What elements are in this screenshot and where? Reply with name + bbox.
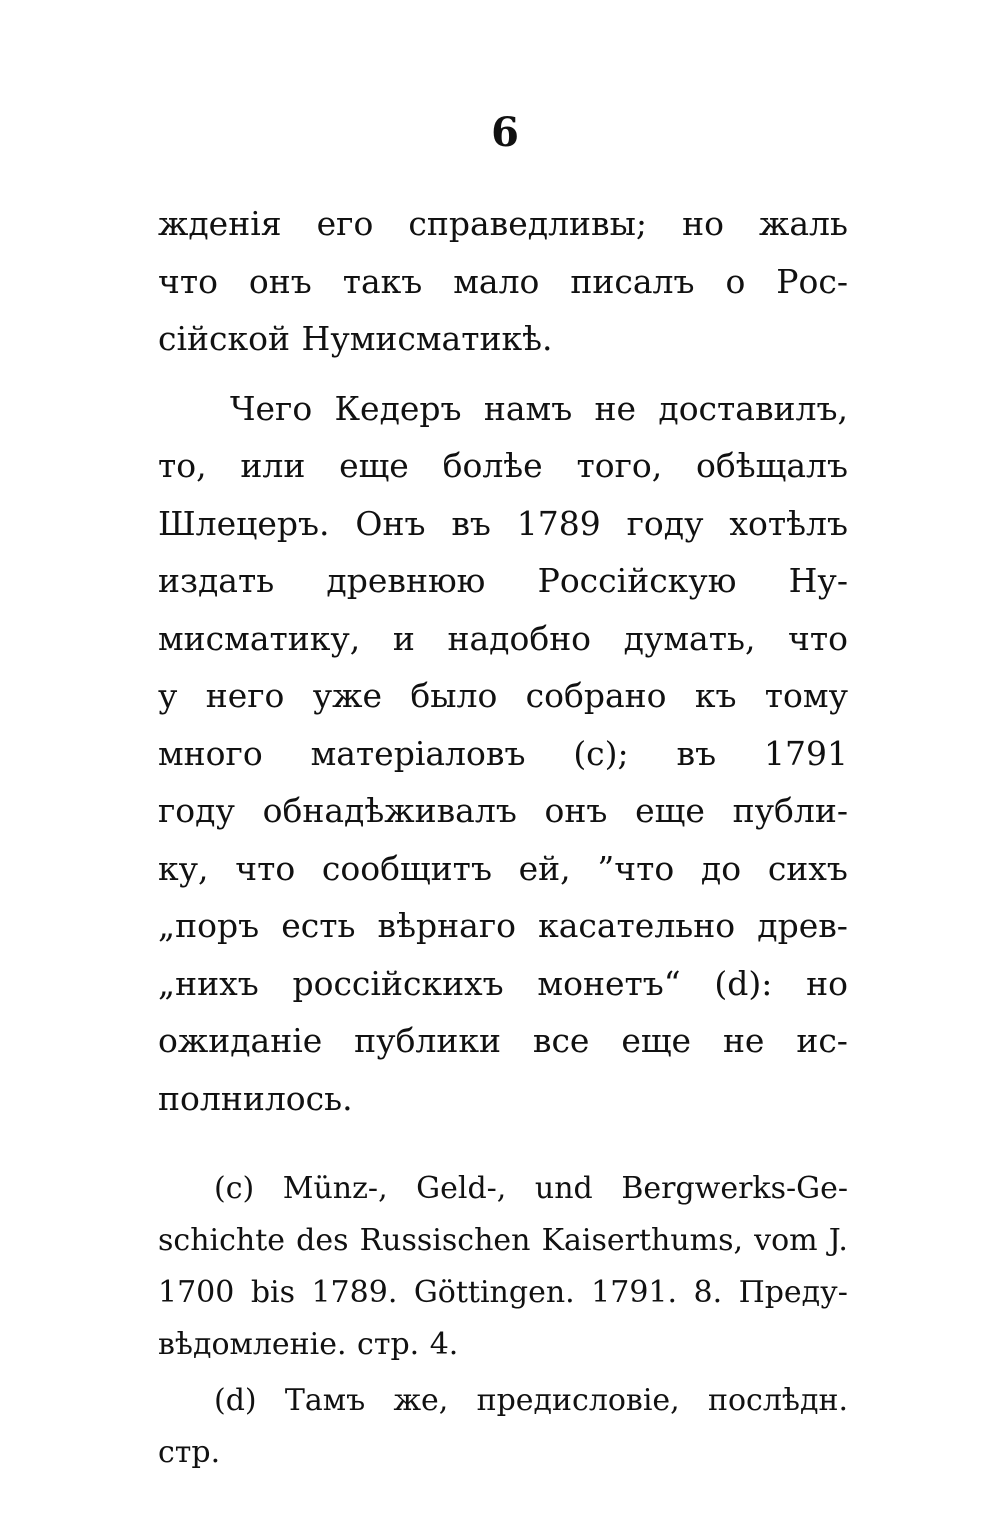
- word: bis: [250, 1275, 296, 1310]
- text-line: [158, 725, 848, 783]
- word: еще: [635, 791, 705, 830]
- word: что: [158, 261, 218, 301]
- word: но: [682, 204, 724, 243]
- footnote-d: [158, 1375, 848, 1479]
- word: много: [158, 733, 263, 773]
- word: еще: [339, 446, 409, 485]
- word: то,: [158, 446, 207, 485]
- word: ис-: [796, 1021, 848, 1060]
- word: Geld-,: [416, 1171, 507, 1206]
- word: жаль: [759, 204, 848, 243]
- word: монетъ“: [537, 963, 681, 1003]
- word: о: [725, 261, 746, 301]
- text-line: [158, 1427, 848, 1479]
- word: послѣдн.: [707, 1383, 848, 1418]
- word: Преду-: [738, 1275, 848, 1310]
- word: не: [594, 388, 637, 428]
- word: „нихъ: [158, 963, 259, 1003]
- word: что: [788, 618, 848, 658]
- word: 1789: [516, 503, 601, 543]
- word: ей,: [518, 848, 571, 888]
- word: 1791: [763, 733, 848, 773]
- word: не: [722, 1021, 765, 1060]
- word: жденія: [158, 204, 282, 243]
- word: надобно: [447, 618, 592, 658]
- word: древнюю: [326, 561, 486, 600]
- word: у: [158, 676, 178, 715]
- word: того,: [576, 446, 663, 485]
- word: мисматику,: [158, 618, 361, 658]
- word: 1700: [158, 1275, 235, 1310]
- word: писалъ: [570, 261, 695, 301]
- word: думать,: [623, 618, 756, 658]
- word: Russischen: [359, 1223, 531, 1258]
- paragraph-1: [158, 195, 848, 368]
- word: издать: [158, 561, 275, 600]
- text-line: [158, 897, 848, 955]
- word: сихъ: [767, 848, 848, 888]
- word: 1789.: [311, 1275, 398, 1310]
- text-line: [158, 1319, 848, 1371]
- word: und: [534, 1171, 593, 1206]
- word: Kaiserthums,: [541, 1223, 744, 1258]
- word: сообщитъ: [321, 848, 492, 888]
- word: до: [700, 848, 742, 888]
- word: (d): [214, 1383, 257, 1418]
- page-number: 6: [491, 109, 519, 156]
- word: уже: [312, 676, 383, 715]
- word: 1791.: [591, 1275, 678, 1310]
- word: J.: [828, 1223, 848, 1258]
- word: году: [626, 503, 704, 543]
- word: ожиданіе: [158, 1021, 323, 1060]
- word: schichte: [158, 1223, 286, 1258]
- word: въ: [451, 503, 491, 543]
- text-line: [158, 495, 848, 553]
- word: было: [410, 676, 498, 715]
- word: вѣдомленіе.: [158, 1327, 347, 1362]
- word: ку,: [158, 848, 209, 888]
- word: собрано: [525, 676, 667, 715]
- word: справедливы;: [408, 204, 648, 243]
- word: къ: [694, 676, 737, 715]
- word: году: [158, 791, 235, 830]
- word: публи-: [732, 791, 848, 830]
- word: болѣе: [442, 446, 543, 485]
- word: Онъ: [355, 503, 426, 543]
- word: публики: [354, 1021, 502, 1060]
- text-line: [158, 1070, 848, 1128]
- text-line: [158, 253, 848, 311]
- footnote-c: [158, 1163, 848, 1371]
- word: обнадѣживалъ: [262, 791, 517, 830]
- paragraph-2: [158, 380, 848, 1128]
- word: Кедеръ: [334, 388, 462, 428]
- word: стр.: [357, 1327, 420, 1362]
- word: Münz-,: [282, 1171, 388, 1206]
- word: древ-: [757, 906, 848, 945]
- word: касательно: [538, 906, 736, 945]
- word: ”что: [597, 848, 675, 888]
- word: него: [205, 676, 285, 715]
- word: Чего: [230, 388, 313, 428]
- word: хотѣлъ: [729, 503, 848, 543]
- word: „поръ: [158, 906, 260, 945]
- text-line: [158, 667, 848, 725]
- text-line: [158, 1012, 848, 1070]
- word: тому: [764, 676, 848, 715]
- word: доставилъ,: [658, 388, 848, 428]
- text-line: [158, 782, 848, 840]
- word: онъ: [248, 261, 312, 301]
- text-line: [158, 610, 848, 668]
- word: стр.: [158, 1435, 221, 1470]
- text-line: [158, 955, 848, 1013]
- word: онъ: [544, 791, 608, 830]
- word: Россійскую: [537, 561, 737, 600]
- word: его: [316, 204, 374, 243]
- word: Ну-: [788, 561, 848, 600]
- text-line: [158, 437, 848, 495]
- word: Нумисматикѣ.: [301, 319, 553, 358]
- text-line: [158, 1163, 848, 1215]
- word: Тамъ: [284, 1383, 366, 1418]
- word: (c);: [573, 733, 629, 773]
- main-text: [158, 195, 848, 1127]
- word: Рос-: [776, 261, 848, 301]
- text-line: [158, 1375, 848, 1427]
- word: матеріаловъ: [310, 733, 526, 773]
- word: и: [392, 618, 415, 658]
- word: еще: [621, 1021, 692, 1060]
- text-line: [158, 380, 848, 438]
- word: есть: [281, 906, 356, 945]
- word: намъ: [483, 388, 573, 428]
- word: но: [806, 963, 848, 1003]
- footnotes: [158, 1163, 848, 1479]
- word: вѣрнаго: [377, 906, 516, 945]
- word: полнилось.: [158, 1078, 353, 1118]
- word: же,: [393, 1383, 449, 1418]
- paragraph-gap: [158, 368, 848, 380]
- word: vom: [754, 1223, 818, 1258]
- text-line: [158, 1267, 848, 1319]
- word: или: [240, 446, 306, 485]
- word: Шлецеръ.: [158, 503, 330, 543]
- word: что: [235, 848, 296, 888]
- word: 4.: [429, 1327, 459, 1362]
- word: мало: [453, 261, 540, 301]
- word: обѣщалъ: [696, 446, 848, 485]
- text-line: [158, 1215, 848, 1267]
- word: россійскихъ: [292, 963, 504, 1003]
- word: предисловіе,: [476, 1383, 680, 1418]
- word: Göttingen.: [413, 1275, 575, 1310]
- word: 8.: [693, 1275, 723, 1310]
- word: сійской: [158, 319, 290, 358]
- word: все: [532, 1021, 590, 1060]
- word: Bergwerks-Ge-: [621, 1171, 848, 1206]
- word: (c): [214, 1171, 255, 1206]
- text-line: [158, 310, 848, 368]
- word: (d):: [714, 963, 773, 1003]
- text-line: [158, 840, 848, 898]
- word: des: [296, 1223, 349, 1258]
- word: въ: [676, 733, 717, 773]
- word: такъ: [342, 261, 423, 301]
- text-line: [158, 195, 848, 253]
- text-line: [158, 552, 848, 610]
